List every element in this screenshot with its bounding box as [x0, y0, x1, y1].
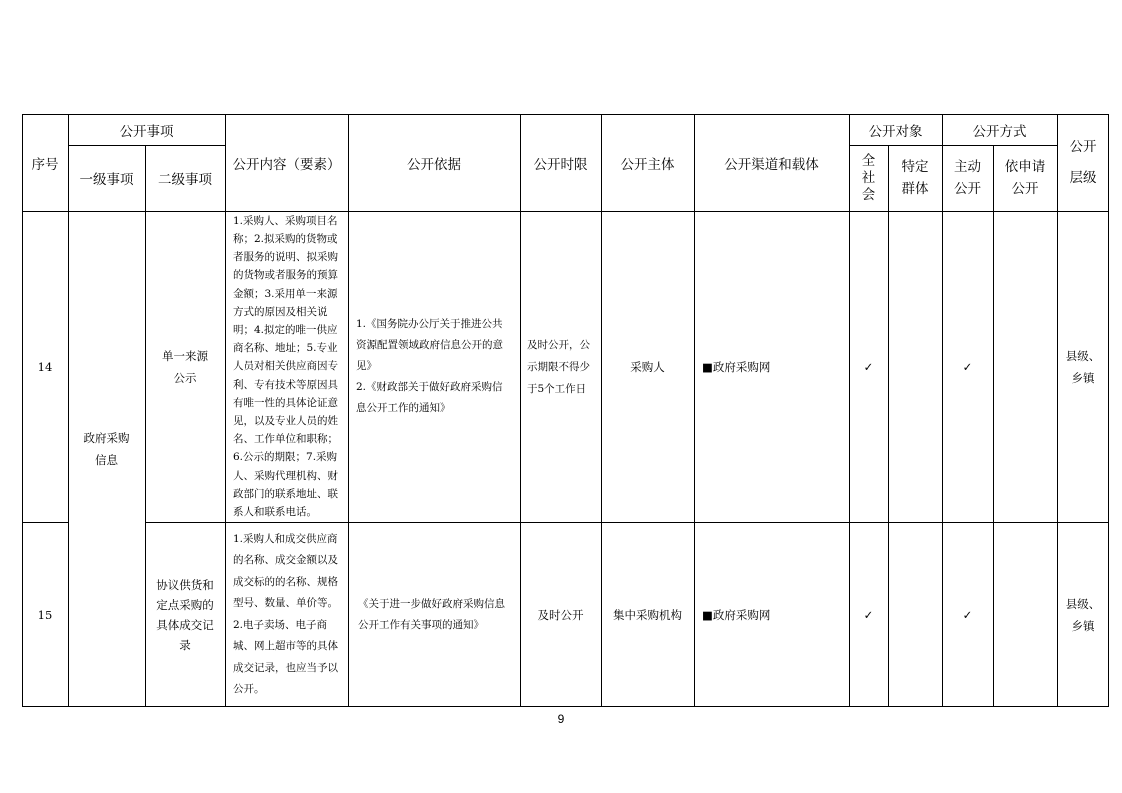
page-number: 9: [557, 712, 565, 726]
row-14-target-specific: [888, 211, 942, 522]
row-14-time-limit: 及时公开，公示期限不得少于5个工作日: [527, 338, 590, 395]
header-level2: 二级事项: [158, 172, 212, 188]
row-14-seq: 14: [37, 359, 53, 374]
row-15-subject: 集中采购机构: [613, 607, 682, 622]
row-14-level: 县级、乡镇: [1065, 348, 1101, 385]
row-15-method-active-check: ✓: [962, 607, 973, 622]
header-time-limit: 公开时限: [533, 156, 588, 173]
row-14-method-request: [993, 211, 1057, 522]
header-channel: 公开渠道和载体: [724, 156, 819, 173]
header-target: 公开对象: [868, 123, 923, 140]
header-content: 公开内容（要素）: [232, 156, 341, 173]
row-15-channel: ■政府采购网: [702, 607, 771, 622]
row-15-time-limit: 及时公开: [537, 607, 584, 622]
header-seq: 序号: [31, 156, 59, 173]
header-level1: 一级事项: [79, 172, 134, 188]
row-14-basis: 1.《国务院办公厅关于推进公共资源配置领域政府信息公开的意见》 2.《财政部关于做好政府采购信息公开工作的通知》: [356, 318, 503, 414]
group-level1-cell: [68, 211, 145, 707]
header-basis: 公开依据: [407, 156, 461, 173]
row-15-seq: 15: [37, 607, 53, 622]
row-14-content: 1.采购人、采购项目名称；2.拟采购的货物或者服务的说明、拟采购的货物或者服务的预算金额；3.采用单一来源方式的原因及相关说明；4.拟定的唯一供应商名称、地址；5.专业人员对相关供应商因专利、专有技术等原因具有唯一性的具体论证意见，以及专业人员的姓名、工作单位和职称；6.公示的期限；7.采购人、采购代理机构、财政部门的联系地址、联系人和联系电话。: [233, 214, 338, 519]
header-method: 公开方式: [972, 123, 1027, 140]
row-15-method-request: [993, 522, 1057, 707]
header-subject: 公开主体: [620, 156, 675, 173]
header-target-specific: 特定群体: [901, 159, 929, 197]
header-target-all: 全社会: [861, 152, 876, 203]
header-method-request: 依申请公开: [1004, 159, 1046, 197]
row-15-content: 1.采购人和成交供应商的名称、成交金额以及成交标的的名称、规格型号、数量、单价等。2.电子卖场、电子商城、网上超市等的具体成交记录，也应当予以公开。: [233, 532, 338, 695]
row-14-subject: 采购人: [630, 359, 665, 374]
row-14-target-all-check: ✓: [863, 359, 874, 374]
row-14-channel: ■政府采购网: [702, 359, 771, 374]
header-method-active: 主动公开: [954, 159, 981, 197]
row-15-target-all-check: ✓: [863, 607, 874, 622]
group-level1-text: 政府采购信息: [83, 431, 130, 467]
header-level: 公开层级: [1069, 138, 1097, 186]
row-15-target-specific: [888, 522, 942, 707]
disclosure-table: [22, 114, 1109, 707]
row-15-level: 县级、乡镇: [1065, 596, 1101, 633]
row-15-basis: 《关于进一步做好政府采购信息公开工作有关事项的通知》: [358, 597, 505, 631]
row-15-level2: 协议供货和定点采购的具体成交记录: [156, 577, 214, 652]
row-14-level2: 单一来源公示: [162, 348, 208, 385]
header-disclosure-items: 公开事项: [119, 123, 174, 140]
row-14-method-active-check: ✓: [962, 359, 973, 374]
